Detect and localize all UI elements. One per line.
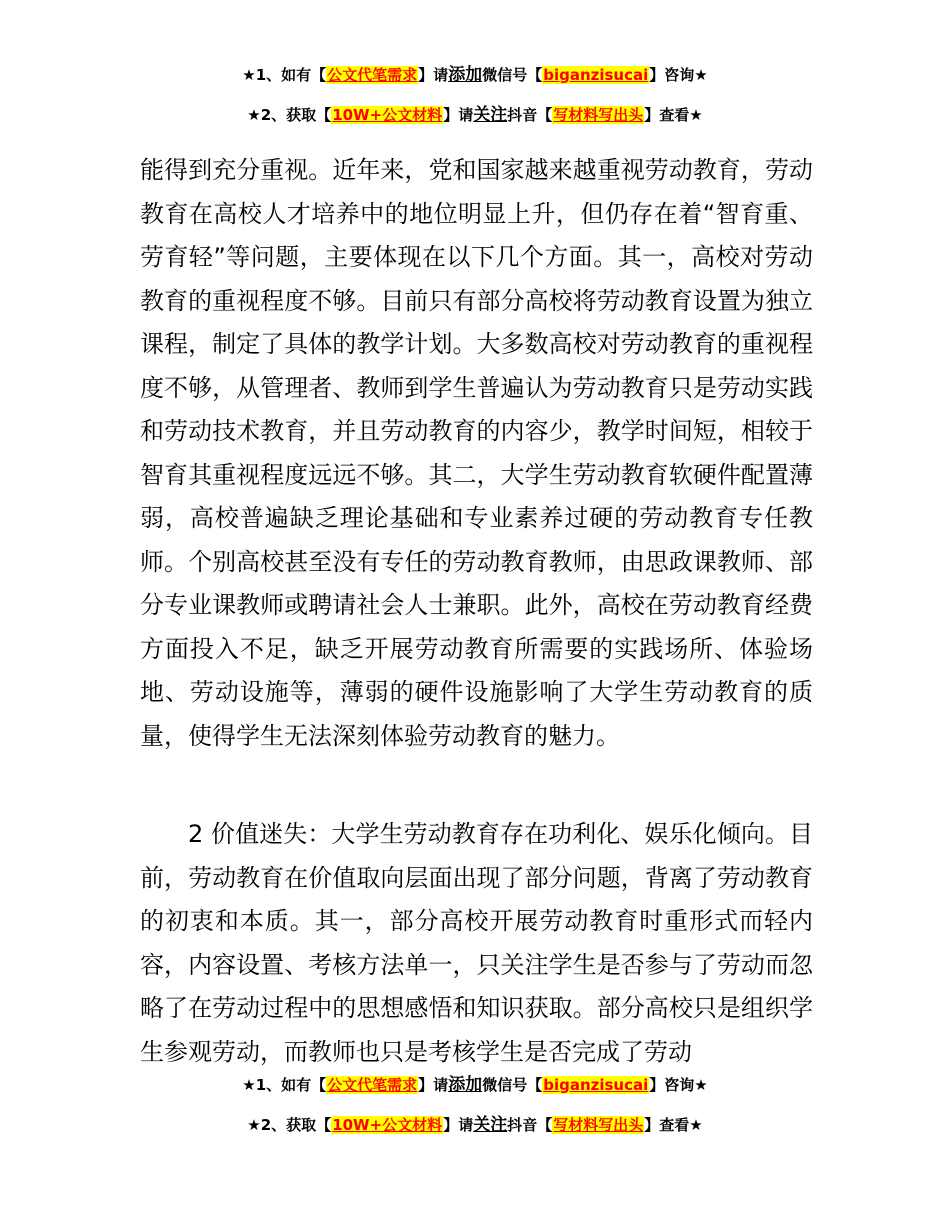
header-notice-line-2 [0, 104, 950, 126]
notice-text: 】请 [418, 1076, 449, 1094]
notice-text: 微信号【 [482, 1076, 543, 1094]
highlight-douyin-account: 写材料写出头 [553, 1116, 644, 1134]
notice-text: 抖音【 [507, 1116, 553, 1134]
notice-text: 微信号【 [482, 66, 543, 84]
footer-notice-line-2 [0, 1114, 950, 1136]
underlined-keyword: 关注 [473, 1115, 508, 1135]
highlight-wechat-id: biganzisucai [543, 1076, 649, 1094]
footer-notice-line-1 [0, 1074, 950, 1096]
notice-text: 】咨询★ [649, 1076, 708, 1094]
notice-text: 】咨询★ [649, 66, 708, 84]
notice-text: 】请 [443, 1116, 474, 1134]
notice-text: ★1、如有【 [242, 1076, 327, 1094]
highlight-wechat-id: biganzisucai [543, 66, 649, 84]
body-paragraph-1: 能得到充分重视。近年来，党和国家越来越重视劳动教育，劳动教育在高校人才培养中的地位明显上升，但仍存在着“智育重、劳育轻”等问题，主要体现在以下几个方面。其一，高校对劳动教育的重视程度不够。目前只有部分高校将劳动教育设置为独立课程，制定了具体的教学计划。大多数高校对劳动教育的重视程度不够，从管理者、教师到学生普遍认为劳动教育只是劳动实践和劳动技术教育，并且劳动教育的内容少，教学时间短，相较于智育其重视程度远远不够。其二，大学生劳动教育软硬件配置薄弱，高校普遍缺乏理论基础和专业素养过硬的劳动教育专任教师。个别高校甚至没有专任的劳动教育教师，由思政课教师、部分专业课教师或聘请社会人士兼职。此外，高校在劳动教育经费方面投入不足，缺乏开展劳动教育所需要的实践场所、体验场地、劳动设施等，薄弱的硬件设施影响了大学生劳动教育的质量，使得学生无法深刻体验劳动教育的魅力。 [140, 156, 813, 750]
notice-text: 】请 [418, 66, 449, 84]
notice-text: ★2、获取【 [247, 1116, 332, 1134]
underlined-keyword: 关注 [473, 105, 508, 125]
highlight-douyin-account: 写材料写出头 [553, 106, 644, 124]
notice-text: 】请 [443, 106, 474, 124]
highlight-service: 公文代笔需求 [327, 66, 418, 84]
header-notice-line-1 [0, 64, 950, 86]
notice-text: ★2、获取【 [247, 106, 332, 124]
highlight-service: 公文代笔需求 [327, 1076, 418, 1094]
notice-text: 】查看★ [644, 1116, 703, 1134]
underlined-keyword: 添加 [448, 65, 483, 85]
notice-text: ★1、如有【 [242, 66, 327, 84]
notice-text: 】查看★ [644, 106, 703, 124]
notice-text: 抖音【 [507, 106, 553, 124]
highlight-materials: 10W+公文材料 [332, 1116, 443, 1134]
body-paragraph-2: 2 价值迷失：大学生劳动教育存在功利化、娱乐化倾向。目前，劳动教育在价值取向层面出现了部分问题，背离了劳动教育的初衷和本质。其一，部分高校开展劳动教育时重形式而轻内容，内容设置、考核方法单一，只关注学生是否参与了劳动而忽略了在劳动过程中的思想感悟和知识获取。部分高校只是组织学生参观劳动，而教师也只是考核学生是否完成了劳动 [140, 820, 813, 1066]
underlined-keyword: 添加 [448, 1075, 483, 1095]
highlight-materials: 10W+公文材料 [332, 106, 443, 124]
